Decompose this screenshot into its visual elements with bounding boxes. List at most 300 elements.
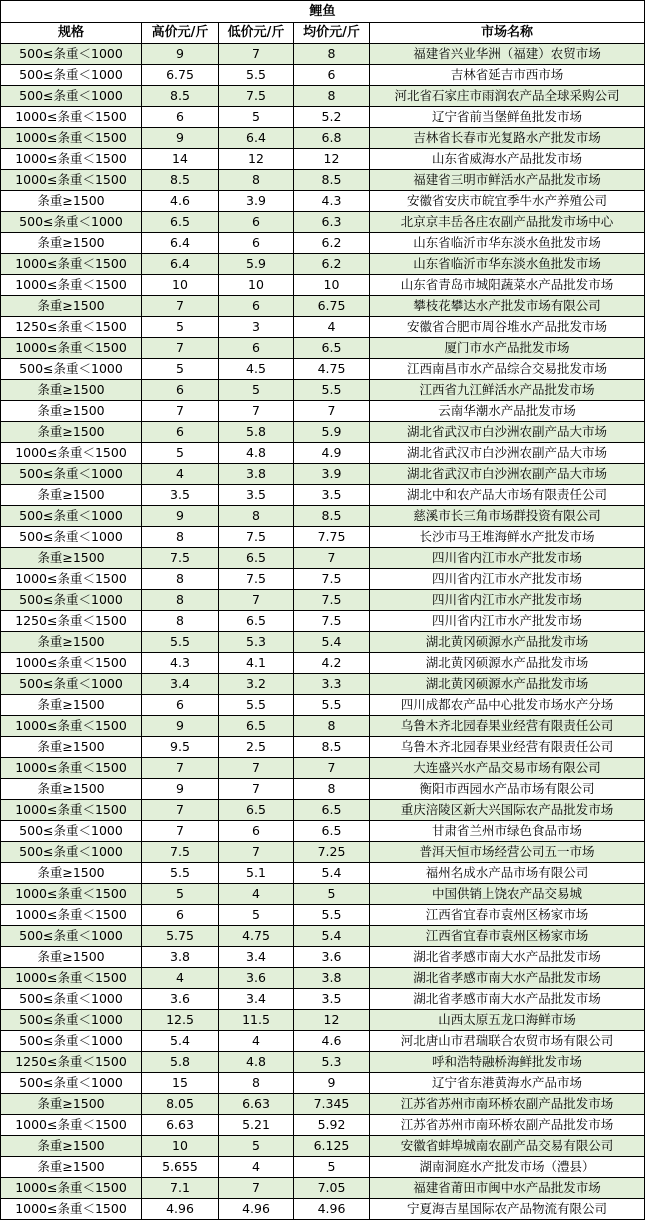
low-price-cell: 5.8: [219, 422, 294, 443]
spec-cell: 1000≤条重＜1500: [1, 170, 142, 191]
market-cell: 辽宁省前当堡鲜鱼批发市场: [370, 107, 645, 128]
high-price-cell: 10: [142, 1136, 219, 1157]
avg-price-cell: 5.4: [294, 926, 370, 947]
header-spec: 规格: [1, 23, 142, 44]
table-row: [1, 1157, 645, 1178]
low-price-cell: 6: [219, 338, 294, 359]
table-row: [1, 842, 645, 863]
high-price-cell: 8.5: [142, 170, 219, 191]
high-price-cell: 6.5: [142, 212, 219, 233]
high-price-cell: 3.8: [142, 947, 219, 968]
high-price-cell: 5.5: [142, 863, 219, 884]
table-row: [1, 65, 645, 86]
high-price-cell: 5.655: [142, 1157, 219, 1178]
low-price-cell: 7: [219, 44, 294, 65]
table-row: [1, 1073, 645, 1094]
market-cell: 辽宁省东港黄海水产品市场: [370, 1073, 645, 1094]
high-price-cell: 4.3: [142, 653, 219, 674]
table-row: [1, 170, 645, 191]
high-price-cell: 9: [142, 128, 219, 149]
spec-cell: 条重≥1500: [1, 422, 142, 443]
avg-price-cell: 5.5: [294, 905, 370, 926]
table-row: [1, 1094, 645, 1115]
avg-price-cell: 4.3: [294, 191, 370, 212]
high-price-cell: 8: [142, 527, 219, 548]
market-cell: 湖北省孝感市南大水产品批发市场: [370, 989, 645, 1010]
high-price-cell: 5.75: [142, 926, 219, 947]
header-market: 市场名称: [370, 23, 645, 44]
avg-price-cell: 6.2: [294, 233, 370, 254]
spec-cell: 1000≤条重＜1500: [1, 128, 142, 149]
spec-cell: 500≤条重＜1000: [1, 44, 142, 65]
avg-price-cell: 7.25: [294, 842, 370, 863]
spec-cell: 条重≥1500: [1, 779, 142, 800]
avg-price-cell: 5.2: [294, 107, 370, 128]
avg-price-cell: 7: [294, 548, 370, 569]
table-row: [1, 611, 645, 632]
avg-price-cell: 7: [294, 401, 370, 422]
market-cell: 四川省内江市水产批发市场: [370, 590, 645, 611]
table-row: [1, 128, 645, 149]
title-row: [1, 1, 645, 23]
low-price-cell: 6: [219, 296, 294, 317]
table-row: [1, 569, 645, 590]
market-cell: 湖北省武汉市白沙洲农副产品大市场: [370, 422, 645, 443]
low-price-cell: 7: [219, 758, 294, 779]
low-price-cell: 4.75: [219, 926, 294, 947]
market-cell: 福建省兴业华洲（福建）农贸市场: [370, 44, 645, 65]
table-row: [1, 695, 645, 716]
low-price-cell: 6.5: [219, 611, 294, 632]
market-cell: 山东省威海水产品批发市场: [370, 149, 645, 170]
table-row: [1, 716, 645, 737]
spec-cell: 1250≤条重＜1500: [1, 611, 142, 632]
market-cell: 福州名成水产品市场有限公司: [370, 863, 645, 884]
market-cell: 山东省青岛市城阳蔬菜水产品批发市场: [370, 275, 645, 296]
market-cell: 安徽省合肥市周谷堆水产品批发市场: [370, 317, 645, 338]
spec-cell: 1000≤条重＜1500: [1, 716, 142, 737]
table-row: [1, 905, 645, 926]
low-price-cell: 11.5: [219, 1010, 294, 1031]
high-price-cell: 4.96: [142, 1199, 219, 1220]
low-price-cell: 6.4: [219, 128, 294, 149]
high-price-cell: 15: [142, 1073, 219, 1094]
table-title: 鲤鱼: [1, 1, 645, 23]
high-price-cell: 5: [142, 443, 219, 464]
market-cell: 江西省宜春市袁州区杨家市场: [370, 905, 645, 926]
avg-price-cell: 8: [294, 44, 370, 65]
low-price-cell: 6.5: [219, 548, 294, 569]
table-row: [1, 1136, 645, 1157]
low-price-cell: 3.5: [219, 485, 294, 506]
table-row: [1, 1115, 645, 1136]
spec-cell: 条重≥1500: [1, 485, 142, 506]
high-price-cell: 7: [142, 338, 219, 359]
avg-price-cell: 7.05: [294, 1178, 370, 1199]
spec-cell: 500≤条重＜1000: [1, 989, 142, 1010]
table-row: [1, 884, 645, 905]
spec-cell: 1000≤条重＜1500: [1, 149, 142, 170]
market-cell: 湖北黄冈硕源水产品批发市场: [370, 674, 645, 695]
avg-price-cell: 7.5: [294, 590, 370, 611]
avg-price-cell: 8.5: [294, 737, 370, 758]
market-cell: 湖南洞庭水产批发市场（澧县）: [370, 1157, 645, 1178]
high-price-cell: 10: [142, 275, 219, 296]
spec-cell: 条重≥1500: [1, 380, 142, 401]
spec-cell: 条重≥1500: [1, 1157, 142, 1178]
avg-price-cell: 9: [294, 1073, 370, 1094]
high-price-cell: 14: [142, 149, 219, 170]
high-price-cell: 6.75: [142, 65, 219, 86]
low-price-cell: 3: [219, 317, 294, 338]
table-row: [1, 506, 645, 527]
high-price-cell: 6.4: [142, 233, 219, 254]
market-cell: 湖北黄冈硕源水产品批发市场: [370, 653, 645, 674]
spec-cell: 1000≤条重＜1500: [1, 884, 142, 905]
market-cell: 湖北黄冈硕源水产品批发市场: [370, 632, 645, 653]
spec-cell: 500≤条重＜1000: [1, 359, 142, 380]
high-price-cell: 8: [142, 590, 219, 611]
market-cell: 慈溪市长三角市场群投资有限公司: [370, 506, 645, 527]
market-cell: 普洱天恒市场经营公司五一市场: [370, 842, 645, 863]
spec-cell: 500≤条重＜1000: [1, 590, 142, 611]
high-price-cell: 3.6: [142, 989, 219, 1010]
avg-price-cell: 4.2: [294, 653, 370, 674]
table-row: [1, 317, 645, 338]
avg-price-cell: 8.5: [294, 506, 370, 527]
table-row: [1, 44, 645, 65]
spec-cell: 条重≥1500: [1, 947, 142, 968]
market-cell: 甘肃省兰州市绿色食品市场: [370, 821, 645, 842]
table-row: [1, 527, 645, 548]
spec-cell: 500≤条重＜1000: [1, 527, 142, 548]
avg-price-cell: 6.5: [294, 338, 370, 359]
market-cell: 宁夏海吉星国际农产品物流有限公司: [370, 1199, 645, 1220]
low-price-cell: 6.5: [219, 716, 294, 737]
spec-cell: 1000≤条重＜1500: [1, 254, 142, 275]
low-price-cell: 5.5: [219, 65, 294, 86]
avg-price-cell: 8: [294, 779, 370, 800]
market-cell: 湖北省武汉市白沙洲农副产品大市场: [370, 443, 645, 464]
low-price-cell: 7: [219, 842, 294, 863]
low-price-cell: 5: [219, 107, 294, 128]
spec-cell: 1000≤条重＜1500: [1, 275, 142, 296]
high-price-cell: 5: [142, 359, 219, 380]
market-cell: 四川省内江市水产批发市场: [370, 611, 645, 632]
low-price-cell: 3.2: [219, 674, 294, 695]
spec-cell: 1000≤条重＜1500: [1, 1199, 142, 1220]
table-row: [1, 149, 645, 170]
spec-cell: 1250≤条重＜1500: [1, 1052, 142, 1073]
table-row: [1, 86, 645, 107]
low-price-cell: 4.5: [219, 359, 294, 380]
market-cell: 北京京丰岳各庄农副产品批发市场中心: [370, 212, 645, 233]
spec-cell: 1000≤条重＜1500: [1, 905, 142, 926]
table-row: [1, 275, 645, 296]
avg-price-cell: 6.8: [294, 128, 370, 149]
table-row: [1, 380, 645, 401]
table-row: [1, 632, 645, 653]
high-price-cell: 7: [142, 800, 219, 821]
market-cell: 吉林省长春市光复路水产批发市场: [370, 128, 645, 149]
avg-price-cell: 5.5: [294, 380, 370, 401]
spec-cell: 条重≥1500: [1, 548, 142, 569]
spec-cell: 500≤条重＜1000: [1, 926, 142, 947]
high-price-cell: 9: [142, 716, 219, 737]
table-row: [1, 800, 645, 821]
table-row: [1, 1052, 645, 1073]
spec-cell: 500≤条重＜1000: [1, 842, 142, 863]
table-row: [1, 989, 645, 1010]
low-price-cell: 7: [219, 590, 294, 611]
high-price-cell: 7: [142, 821, 219, 842]
table-row: [1, 821, 645, 842]
spec-cell: 1000≤条重＜1500: [1, 443, 142, 464]
table-row: [1, 422, 645, 443]
avg-price-cell: 4.75: [294, 359, 370, 380]
avg-price-cell: 5: [294, 884, 370, 905]
low-price-cell: 5.3: [219, 632, 294, 653]
high-price-cell: 8: [142, 611, 219, 632]
market-cell: 河北省石家庄市雨润农产品全球采购公司: [370, 86, 645, 107]
avg-price-cell: 6.3: [294, 212, 370, 233]
avg-price-cell: 6.5: [294, 800, 370, 821]
low-price-cell: 8: [219, 170, 294, 191]
market-cell: 云南华潮水产品批发市场: [370, 401, 645, 422]
market-cell: 福建省三明市鲜活水产品批发市场: [370, 170, 645, 191]
table-row: [1, 443, 645, 464]
low-price-cell: 4.96: [219, 1199, 294, 1220]
market-cell: 吉林省延吉市西市场: [370, 65, 645, 86]
avg-price-cell: 3.8: [294, 968, 370, 989]
high-price-cell: 5.8: [142, 1052, 219, 1073]
high-price-cell: 4.6: [142, 191, 219, 212]
market-cell: 福建省莆田市闽中水产品批发市场: [370, 1178, 645, 1199]
high-price-cell: 7.5: [142, 548, 219, 569]
table-row: [1, 254, 645, 275]
low-price-cell: 8: [219, 1073, 294, 1094]
low-price-cell: 4.8: [219, 1052, 294, 1073]
market-cell: 河北唐山市君瑞联合农贸市场有限公司: [370, 1031, 645, 1052]
spec-cell: 1000≤条重＜1500: [1, 800, 142, 821]
avg-price-cell: 6: [294, 65, 370, 86]
high-price-cell: 6: [142, 695, 219, 716]
spec-cell: 500≤条重＜1000: [1, 86, 142, 107]
avg-price-cell: 7: [294, 758, 370, 779]
low-price-cell: 7.5: [219, 86, 294, 107]
market-cell: 江苏省苏州市南环桥农副产品批发市场: [370, 1115, 645, 1136]
spec-cell: 1000≤条重＜1500: [1, 758, 142, 779]
avg-price-cell: 6.5: [294, 821, 370, 842]
table-row: [1, 548, 645, 569]
market-cell: 江苏省苏州市南环桥农副产品批发市场: [370, 1094, 645, 1115]
high-price-cell: 8.05: [142, 1094, 219, 1115]
low-price-cell: 7: [219, 1178, 294, 1199]
table-row: [1, 338, 645, 359]
low-price-cell: 5: [219, 380, 294, 401]
high-price-cell: 8: [142, 569, 219, 590]
spec-cell: 1000≤条重＜1500: [1, 1178, 142, 1199]
table-row: [1, 107, 645, 128]
market-cell: 湖北省孝感市南大水产品批发市场: [370, 968, 645, 989]
high-price-cell: 4: [142, 968, 219, 989]
table-row: [1, 737, 645, 758]
market-cell: 湖北省孝感市南大水产品批发市场: [370, 947, 645, 968]
high-price-cell: 6.4: [142, 254, 219, 275]
high-price-cell: 7.5: [142, 842, 219, 863]
market-cell: 安徽省安庆市皖宜季牛水产养殖公司: [370, 191, 645, 212]
avg-price-cell: 12: [294, 149, 370, 170]
high-price-cell: 6: [142, 422, 219, 443]
table-row: [1, 1178, 645, 1199]
spec-cell: 条重≥1500: [1, 863, 142, 884]
low-price-cell: 6.63: [219, 1094, 294, 1115]
low-price-cell: 3.9: [219, 191, 294, 212]
high-price-cell: 4: [142, 464, 219, 485]
table-row: [1, 947, 645, 968]
low-price-cell: 3.4: [219, 947, 294, 968]
market-cell: 安徽省蚌埠城南农副产品交易有限公司: [370, 1136, 645, 1157]
header-high-price: 高价元/斤: [142, 23, 219, 44]
market-cell: 重庆涪陵区新大兴国际农产品批发市场: [370, 800, 645, 821]
low-price-cell: 5.9: [219, 254, 294, 275]
low-price-cell: 4: [219, 884, 294, 905]
market-cell: 大连盛兴水产品交易市场有限公司: [370, 758, 645, 779]
table-row: [1, 674, 645, 695]
spec-cell: 1000≤条重＜1500: [1, 107, 142, 128]
market-cell: 中国供销上饶农产品交易城: [370, 884, 645, 905]
high-price-cell: 7: [142, 758, 219, 779]
header-low-price: 低价元/斤: [219, 23, 294, 44]
spec-cell: 500≤条重＜1000: [1, 1010, 142, 1031]
market-cell: 江西省九江鲜活水产品批发市场: [370, 380, 645, 401]
high-price-cell: 5.4: [142, 1031, 219, 1052]
table-row: [1, 758, 645, 779]
market-cell: 呼和浩特融桥海鲜批发市场: [370, 1052, 645, 1073]
high-price-cell: 9: [142, 779, 219, 800]
high-price-cell: 9: [142, 44, 219, 65]
high-price-cell: 8.5: [142, 86, 219, 107]
spec-cell: 条重≥1500: [1, 1094, 142, 1115]
market-cell: 山西太原五龙口海鲜市场: [370, 1010, 645, 1031]
high-price-cell: 3.4: [142, 674, 219, 695]
low-price-cell: 6: [219, 212, 294, 233]
table-row: [1, 359, 645, 380]
low-price-cell: 4: [219, 1157, 294, 1178]
market-cell: 江西南昌市水产品综合交易批发市场: [370, 359, 645, 380]
table-row: [1, 1199, 645, 1220]
spec-cell: 500≤条重＜1000: [1, 65, 142, 86]
avg-price-cell: 6.2: [294, 254, 370, 275]
high-price-cell: 7: [142, 401, 219, 422]
avg-price-cell: 5: [294, 1157, 370, 1178]
low-price-cell: 12: [219, 149, 294, 170]
avg-price-cell: 5.92: [294, 1115, 370, 1136]
high-price-cell: 6: [142, 107, 219, 128]
high-price-cell: 6: [142, 380, 219, 401]
market-cell: 厦门市水产品批发市场: [370, 338, 645, 359]
market-cell: 湖北中和农产品大市场有限责任公司: [370, 485, 645, 506]
market-cell: 四川省内江市水产批发市场: [370, 548, 645, 569]
avg-price-cell: 7.5: [294, 611, 370, 632]
market-cell: 衡阳市西园水产品市场有限公司: [370, 779, 645, 800]
spec-cell: 1000≤条重＜1500: [1, 569, 142, 590]
low-price-cell: 7: [219, 779, 294, 800]
spec-cell: 条重≥1500: [1, 695, 142, 716]
low-price-cell: 5.21: [219, 1115, 294, 1136]
table-row: [1, 212, 645, 233]
high-price-cell: 9: [142, 506, 219, 527]
table-row: [1, 779, 645, 800]
low-price-cell: 4.8: [219, 443, 294, 464]
market-cell: 山东省临沂市华东淡水鱼批发市场: [370, 254, 645, 275]
spec-cell: 条重≥1500: [1, 737, 142, 758]
avg-price-cell: 3.5: [294, 485, 370, 506]
low-price-cell: 6: [219, 821, 294, 842]
market-cell: 湖北省武汉市白沙洲农副产品大市场: [370, 464, 645, 485]
avg-price-cell: 6.125: [294, 1136, 370, 1157]
low-price-cell: 5: [219, 1136, 294, 1157]
high-price-cell: 3.5: [142, 485, 219, 506]
table-row: [1, 1031, 645, 1052]
avg-price-cell: 4.9: [294, 443, 370, 464]
avg-price-cell: 3.6: [294, 947, 370, 968]
high-price-cell: 7.1: [142, 1178, 219, 1199]
table-row: [1, 485, 645, 506]
avg-price-cell: 7.345: [294, 1094, 370, 1115]
market-cell: 山东省临沂市华东淡水鱼批发市场: [370, 233, 645, 254]
low-price-cell: 7.5: [219, 527, 294, 548]
spec-cell: 1000≤条重＜1500: [1, 338, 142, 359]
table-row: [1, 1010, 645, 1031]
low-price-cell: 5.1: [219, 863, 294, 884]
low-price-cell: 5: [219, 905, 294, 926]
spec-cell: 500≤条重＜1000: [1, 821, 142, 842]
avg-price-cell: 5.4: [294, 863, 370, 884]
table-row: [1, 464, 645, 485]
low-price-cell: 4: [219, 1031, 294, 1052]
market-cell: 江西省宜春市袁州区杨家市场: [370, 926, 645, 947]
table-row: [1, 863, 645, 884]
avg-price-cell: 10: [294, 275, 370, 296]
market-cell: 攀枝花攀达水产批发市场有限公司: [370, 296, 645, 317]
avg-price-cell: 8.5: [294, 170, 370, 191]
spec-cell: 1250≤条重＜1500: [1, 317, 142, 338]
spec-cell: 500≤条重＜1000: [1, 674, 142, 695]
avg-price-cell: 7.5: [294, 569, 370, 590]
spec-cell: 条重≥1500: [1, 1136, 142, 1157]
high-price-cell: 9.5: [142, 737, 219, 758]
spec-cell: 500≤条重＜1000: [1, 506, 142, 527]
avg-price-cell: 4.96: [294, 1199, 370, 1220]
market-cell: 长沙市马王堆海鲜水产批发市场: [370, 527, 645, 548]
high-price-cell: 5.5: [142, 632, 219, 653]
high-price-cell: 12.5: [142, 1010, 219, 1031]
market-cell: 乌鲁木齐北园春果业经营有限责任公司: [370, 737, 645, 758]
low-price-cell: 7.5: [219, 569, 294, 590]
table-row: [1, 296, 645, 317]
spec-cell: 500≤条重＜1000: [1, 464, 142, 485]
spec-cell: 500≤条重＜1000: [1, 1073, 142, 1094]
table-row: [1, 926, 645, 947]
high-price-cell: 7: [142, 296, 219, 317]
high-price-cell: 6: [142, 905, 219, 926]
avg-price-cell: 3.3: [294, 674, 370, 695]
low-price-cell: 3.6: [219, 968, 294, 989]
high-price-cell: 5: [142, 884, 219, 905]
low-price-cell: 4.1: [219, 653, 294, 674]
header-avg-price: 均价元/斤: [294, 23, 370, 44]
